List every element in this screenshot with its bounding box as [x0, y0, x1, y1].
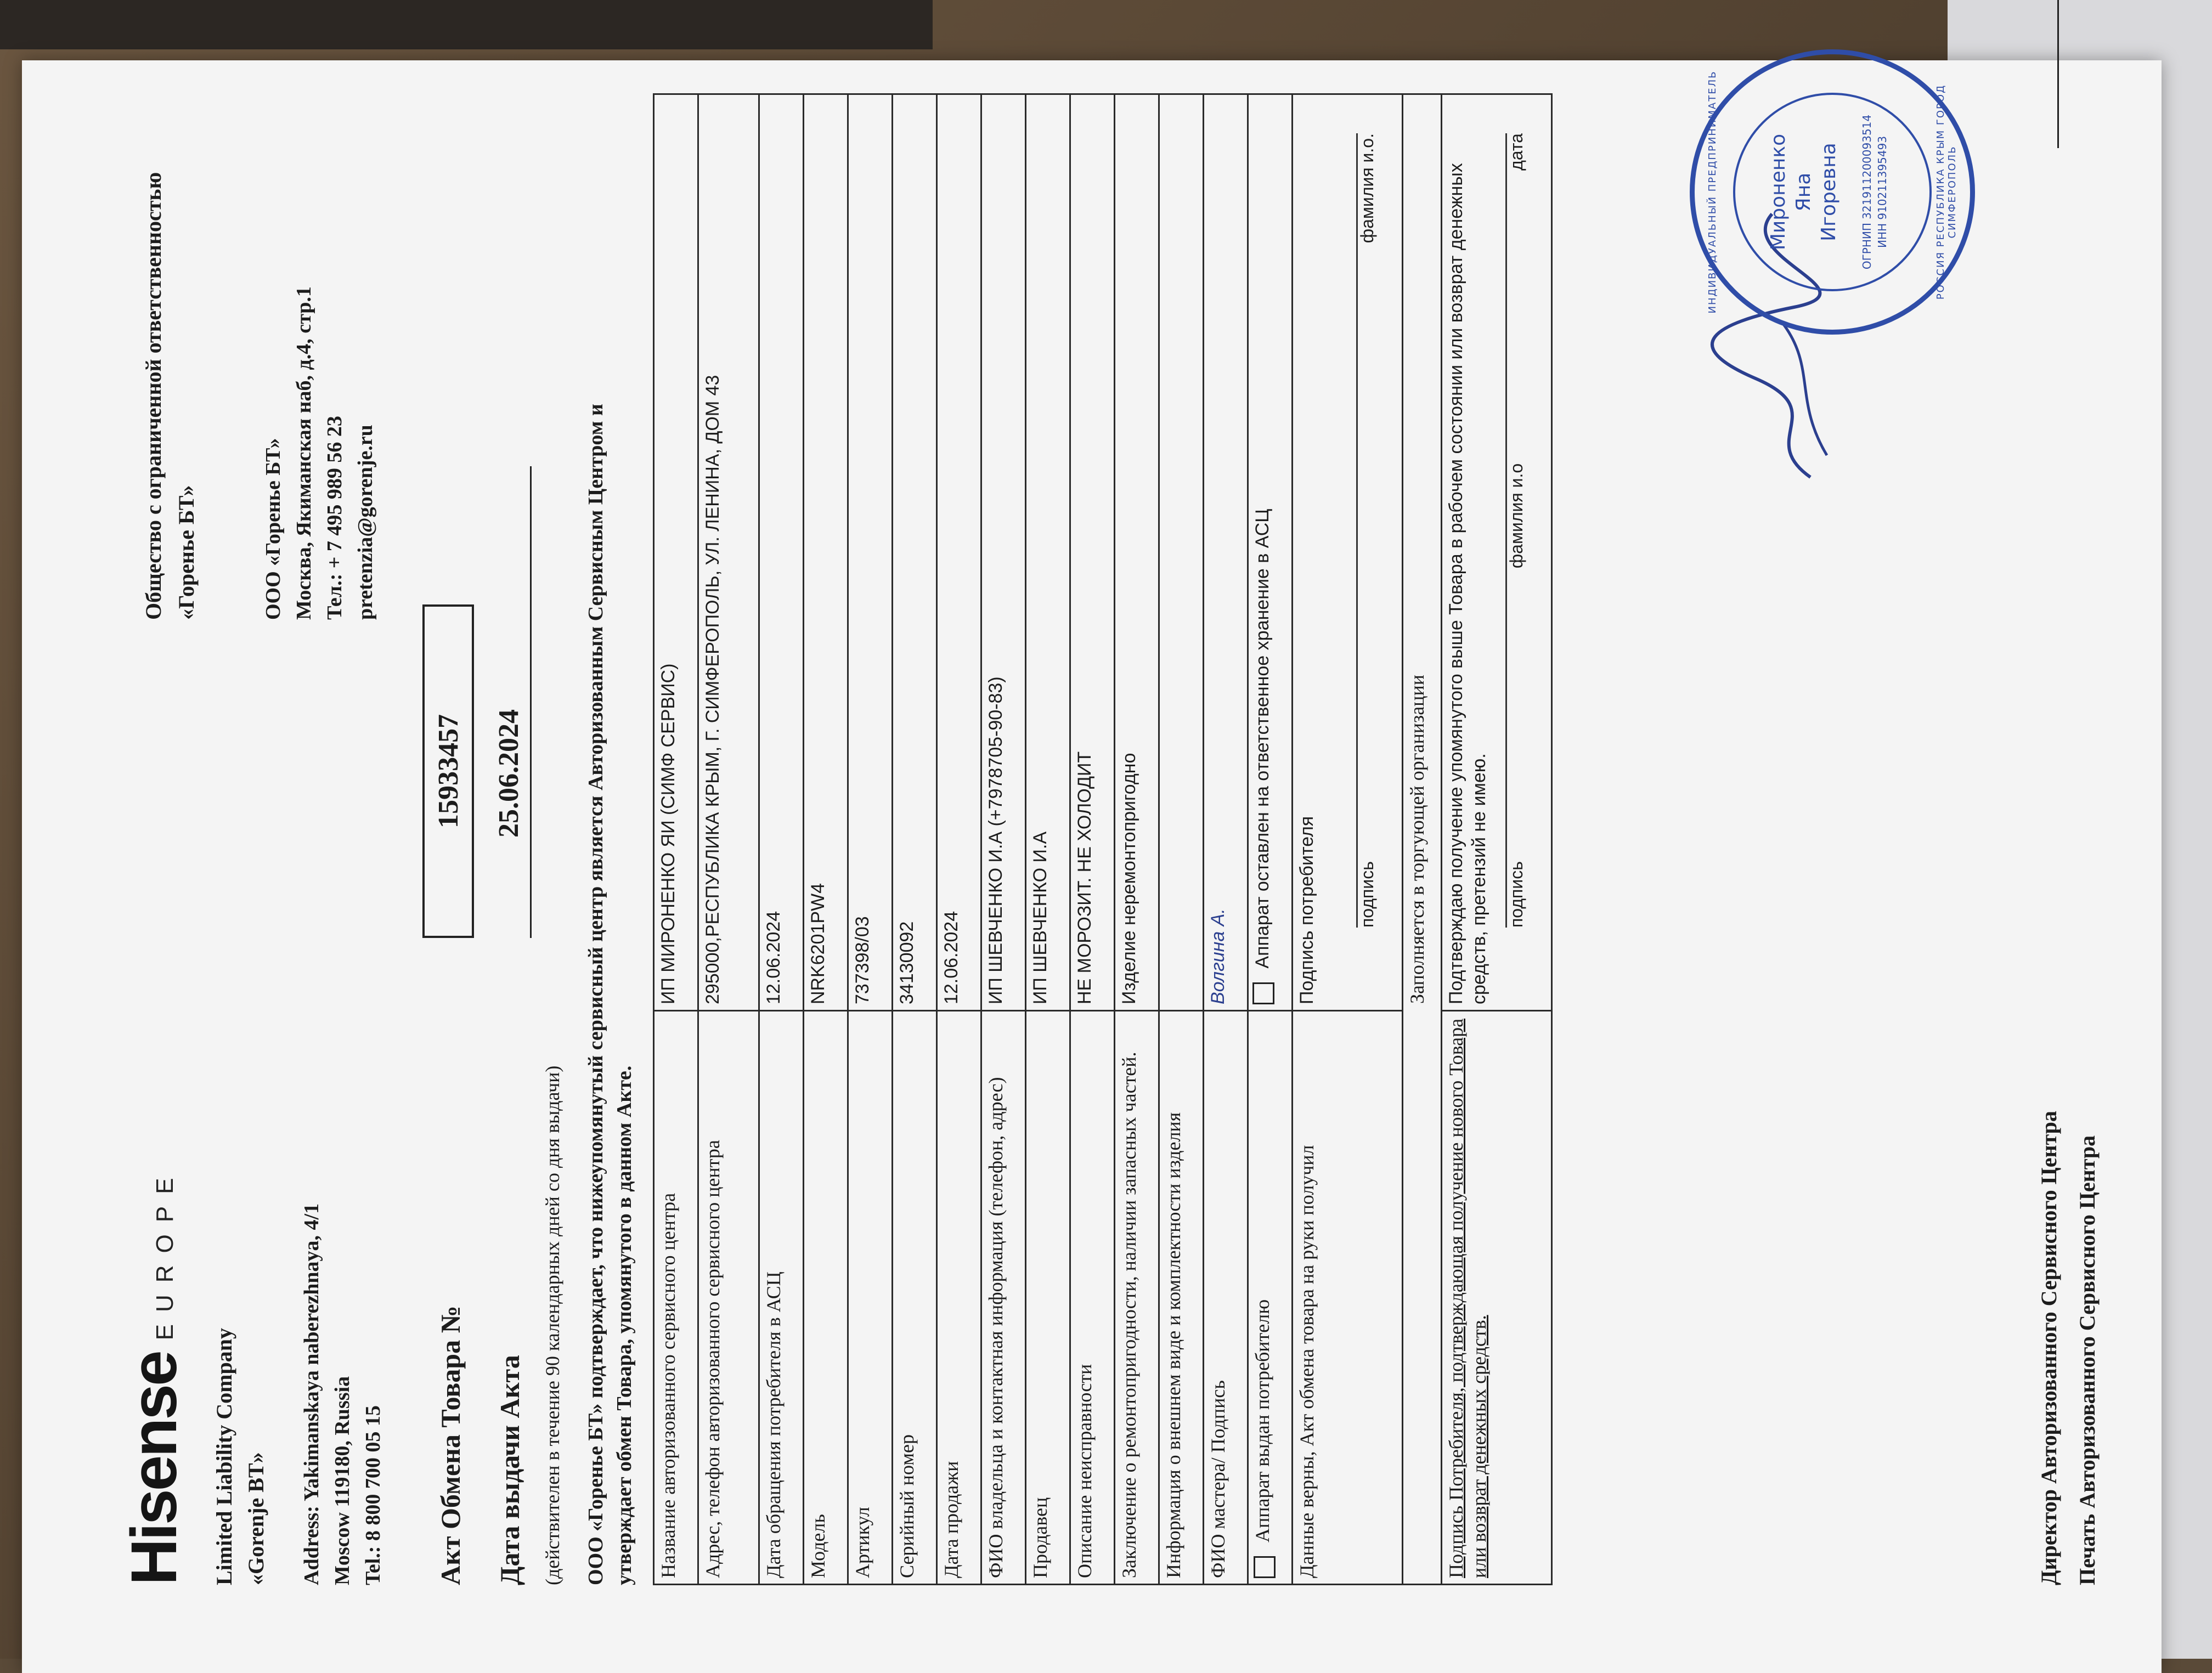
seal-inn: ИНН 910211395493 [1876, 135, 1889, 248]
company-title-en: «Gorenje BT» [244, 1452, 268, 1585]
table-row-value: NRK6201PW4 [804, 94, 848, 1011]
act-details-rows [654, 94, 1248, 1585]
phone-line-ru: Тел.: + 7 495 989 56 23 [323, 416, 346, 620]
stored-label: Аппарат оставлен на ответственное хранение в АСЦ [1252, 508, 1273, 969]
table-row-label: Информация о внешнем виде и комплектности изделия [1159, 1011, 1204, 1585]
data-correct-label: Данные верны, Акт обмена товара на руки получил [1296, 1145, 1318, 1578]
act-title: Акт Обмена Товара № [435, 1305, 466, 1585]
seal-surname: Мироненко [1767, 133, 1790, 251]
table-row-value: 12.06.2024 [937, 94, 981, 1011]
phone-line-en: Tel.: 8 800 700 05 15 [362, 1405, 385, 1585]
caption-signature-2: подпись [1506, 861, 1526, 928]
table-row-value: 295000,РЕСПУБЛИКА КРЫМ, Г. СИМФЕРОПОЛЬ, УЛ. ЛЕНИНА, ДОМ 43 [698, 94, 759, 1011]
data-correct-cell [1293, 1011, 1403, 1585]
act-date-value: 25.06.2024 [493, 709, 524, 838]
table-row-label: Модель [804, 1011, 848, 1585]
company-short-ru: ООО «Горенье БТ» [262, 438, 285, 620]
company-name-ru [137, 71, 203, 620]
consumer-confirm-label: Подпись Потребителя, подтверждающая получение нового Товара или возврат денежных средств. [1442, 1011, 1552, 1585]
document-wrapper [0, 33, 2183, 1657]
consumer-confirm-area [1444, 100, 1532, 1004]
table-row [1115, 94, 1159, 1585]
confirmation-line-2: утверждает обмен Товара, упомянутого в данном Акте. [613, 1065, 636, 1585]
table-row [1204, 94, 1248, 1585]
company-title-ru: «Горенье БТ» [174, 485, 199, 620]
email-line-ru: pretenzia@gorenje.ru [354, 425, 377, 620]
consumer-confirm-captions [1505, 133, 1528, 928]
table-row-label: ФИО мастера/ Подпись [1204, 1011, 1248, 1585]
seal-registration-numbers [1859, 54, 1890, 330]
table-row-value: ИП ШЕВЧЕНКО И.А [1026, 94, 1070, 1011]
issued-checkbox[interactable] [1254, 1556, 1276, 1578]
act-date-underline [530, 466, 532, 938]
table-row [759, 94, 804, 1585]
act-confirmation-text [582, 104, 639, 1585]
table-row-label: Описание неисправности [1070, 1011, 1115, 1585]
stored-checkbox[interactable] [1252, 982, 1274, 1004]
seal-ring-top: ИНДИВИДУАЛЬНЫЙ ПРЕДПРИНИМАТЕЛЬ [1707, 70, 1718, 314]
table-row-value: Изделие неремонтопригодно [1115, 94, 1159, 1011]
section-title-row [1403, 94, 1442, 1585]
table-row [893, 94, 937, 1585]
company-name-en [208, 762, 272, 1585]
company-address-en [296, 762, 388, 1585]
director-label: Директор Авторизованного Сервисного Центра [2036, 1111, 2061, 1585]
table-row-value: ИП МИРОНЕНКО ЯИ (СИМФ СЕРВИС) [654, 94, 698, 1011]
consumer-signature-label: Подпись потребителя [1296, 816, 1317, 1005]
stored-cell [1248, 94, 1293, 1011]
table-row-value [1159, 94, 1204, 1011]
table-row-label: ФИО владельца и контактная информация (телефон, адрес) [981, 1011, 1026, 1585]
consumer-signature-row [1293, 94, 1403, 1585]
act-details-table [653, 93, 1553, 1585]
table-row-value: ИП ШЕВЧЕНКО И.А (+7978705-90-83) [981, 94, 1026, 1011]
round-seal [1690, 49, 1975, 335]
hisense-europe-label: EUROPE [151, 1166, 178, 1341]
act-validity-note: (действителен в течение 90 календарных дней со дня выдачи) [541, 1065, 563, 1585]
table-row-value: 737398/03 [848, 94, 893, 1011]
table-row-value: НЕ МОРОЗИТ. НЕ ХОЛОДИТ [1070, 94, 1115, 1011]
table-row-label: Адрес, телефон авторизованного сервисного центра [698, 1011, 759, 1585]
confirmation-line-1: ООО «Горенье БТ» подтверждает, что нижеупомянутый сервисный центр является Авторизованным Сервисным Центром и [584, 404, 607, 1585]
table-row-label: Продавец [1026, 1011, 1070, 1585]
caption-full-name-2: фамилия и.о [1506, 463, 1526, 569]
company-type-en: Limited Liability Company [212, 1328, 236, 1585]
caption-date: дата [1506, 133, 1526, 171]
table-row-label: Дата обращения потребителя в АСЦ [759, 1011, 804, 1585]
table-row [1026, 94, 1070, 1585]
seal-owner-name [1766, 54, 1842, 330]
seal-ogrnip: ОГРНИП 321911200093514 [1860, 114, 1874, 270]
company-address-ru [258, 71, 381, 620]
act-date-row [488, 104, 532, 1585]
table-row [654, 94, 698, 1585]
act-signature-section [1248, 94, 1552, 1585]
issued-cell [1248, 1011, 1293, 1585]
address-line-en: Address: Yakimanskaya naberezhnaya, 4/1 [300, 1203, 323, 1585]
consumer-confirm-row [1442, 94, 1552, 1585]
table-row [1070, 94, 1115, 1585]
act-date-label: Дата выдачи Акта [494, 1355, 525, 1585]
consumer-confirm-cell [1442, 94, 1552, 1011]
stamp-label: Печать Авторизованного Сервисного Центра [2075, 1135, 2100, 1585]
table-row [804, 94, 848, 1585]
issued-row [1248, 94, 1293, 1585]
document-body [118, 70, 2100, 1585]
table-row [937, 94, 981, 1585]
table-row-label: Заключение о ремонтопригодности, наличии запасных частей. [1115, 1011, 1159, 1585]
table-row [848, 94, 893, 1585]
table-row [981, 94, 1026, 1585]
table-row [1159, 94, 1204, 1585]
address-line-ru: Москва, Якиманская наб, д.4, стр.1 [292, 286, 315, 620]
issued-label: Аппарат выдан потребителю [1251, 1299, 1273, 1542]
consumer-confirm-text: Подтверждаю получение упомянутого выше Товара в рабочем состоянии или возврат денежных средств, претензий не имею. [1446, 163, 1489, 1005]
exchange-act-document [22, 60, 2162, 1673]
director-block [2030, 1111, 2107, 1585]
consumer-signature-captions [1356, 133, 1379, 928]
table-row-label: Дата продажи [937, 1011, 981, 1585]
city-line-en: Moscow 119180, Russia [331, 1376, 354, 1585]
consumer-signature-cell [1293, 94, 1403, 1011]
consumer-signature-area [1295, 100, 1383, 1004]
hisense-logo: Hisense [118, 1352, 190, 1585]
director-signature-line [2057, 0, 2059, 148]
caption-signature: подпись [1357, 861, 1377, 928]
table-row-value: Волгина А. [1204, 94, 1248, 1011]
table-row-label: Название авторизованного сервисного центра [654, 1011, 698, 1585]
caption-full-name: фамилия и.о. [1357, 133, 1377, 244]
seal-patronymic: Игоревна [1818, 143, 1840, 241]
trade-org-section-title: Заполняется в торгующей организации [1403, 94, 1442, 1585]
company-type-ru: Общество с ограниченной ответственностью [141, 172, 166, 620]
act-number: 15933457 [422, 604, 474, 938]
table-row-label: Артикул [848, 1011, 893, 1585]
seal-first-name: Яна [1792, 172, 1815, 212]
table-row-value: 34130092 [893, 94, 937, 1011]
table-row-value: 12.06.2024 [759, 94, 804, 1011]
seal-ring-bottom: РОССИЯ РЕСПУБЛИКА КРЫМ ГОРОД СИМФЕРОПОЛЬ [1935, 84, 1958, 300]
table-row-label: Серийный номер [893, 1011, 937, 1585]
table-row [698, 94, 759, 1585]
brand-logo-row [118, 653, 190, 1585]
act-number-row [422, 104, 472, 1585]
